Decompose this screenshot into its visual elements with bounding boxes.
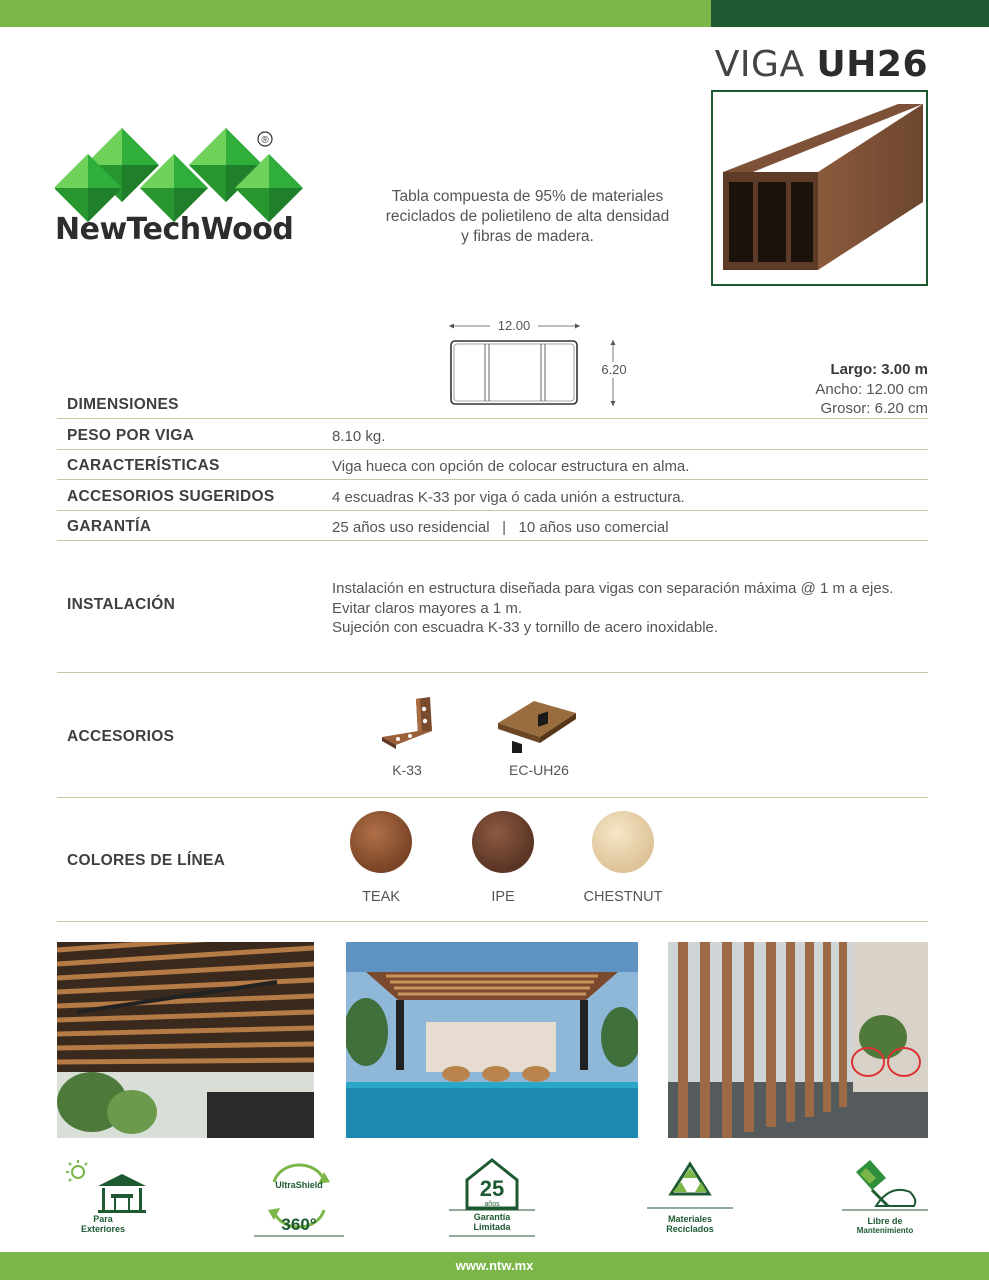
- warranty-label: GARANTÍA: [67, 518, 152, 535]
- height-dimension-label: 6.20: [601, 362, 627, 377]
- divider: [57, 479, 928, 480]
- badge-warranty: [437, 1158, 547, 1238]
- swatch-ipe: [472, 811, 534, 873]
- photo-ceiling-slats: [57, 942, 314, 1138]
- swatch-label-ipe: IPE: [491, 889, 515, 905]
- width-dimension-label: 12.00: [497, 318, 531, 333]
- sun-icon: [66, 1160, 87, 1181]
- top-bar-light: [0, 0, 711, 27]
- badge-recycled: Materiales Reciclados: [635, 1158, 745, 1238]
- divider: [57, 449, 928, 450]
- badge-maintenance-free: Libre de Mantenimiento: [830, 1158, 940, 1238]
- svg-text:25: 25: [479, 1176, 505, 1201]
- accessory-ec-uh26: EC-UH26: [494, 695, 584, 778]
- swatch-label-teak: TEAK: [362, 889, 400, 905]
- accessory-k33: K-33: [372, 695, 442, 778]
- end-cap-icon: [494, 695, 584, 753]
- pergola-icon: [98, 1174, 146, 1213]
- features-label: CARACTERÍSTICAS: [67, 457, 220, 474]
- hand-icon: [876, 1190, 915, 1206]
- footer-url[interactable]: www.ntw.mx: [455, 1258, 534, 1273]
- divider: [57, 921, 928, 922]
- divider: [57, 540, 928, 541]
- product-image: [711, 90, 928, 286]
- badge-ultrashield: [244, 1158, 354, 1238]
- swatch-chestnut: [592, 811, 654, 873]
- badge-outdoor: Para Exteriores: [48, 1158, 158, 1238]
- divider: [57, 418, 928, 419]
- page-title: VIGA UH26: [714, 44, 928, 85]
- swatch-teak: [350, 811, 412, 873]
- svg-text:UltraShield: UltraShield: [275, 1180, 323, 1190]
- dimensions-values: Largo: 3.00 m Ancho: 12.00 cm Grosor: 6.20 cm: [815, 361, 928, 417]
- dimensions-label: DIMENSIONES: [67, 396, 179, 413]
- installation-text: Instalación en estructura diseñada para vigas con separación máxima @ 1 m a ejes. Evitar claros mayores a 1 m. Sujeción con escuadra K-33 y tornillo de acero inoxidable.: [332, 580, 894, 636]
- installation-label: INSTALACIÓN: [67, 596, 176, 613]
- weight-value: 8.10 kg.: [332, 428, 386, 445]
- svg-text:360°: 360°: [281, 1215, 317, 1234]
- photo-pool-pergola: [346, 942, 638, 1138]
- svg-text:®: ®: [261, 135, 269, 146]
- brush-icon: [856, 1160, 888, 1206]
- suggested-accessories-label: ACCESORIOS SUGERIDOS: [67, 488, 275, 505]
- cross-section-diagram: [440, 312, 640, 412]
- svg-text:Garantía: Garantía: [473, 1212, 511, 1222]
- warranty-value: 25 años uso residencial | 10 años uso comercial: [332, 519, 669, 536]
- accessories-label: ACCESORIOS: [67, 728, 175, 745]
- swatch-label-chestnut: CHESTNUT: [583, 889, 663, 905]
- weight-label: PESO POR VIGA: [67, 427, 195, 444]
- features-value: Viga hueca con opción de colocar estructura en alma.: [332, 458, 690, 475]
- brand-name: NewTechWood: [55, 212, 294, 247]
- bracket-icon: [372, 695, 442, 753]
- divider: [57, 672, 928, 673]
- divider: [57, 797, 928, 798]
- colors-label: COLORES DE LÍNEA: [67, 852, 226, 869]
- svg-text:Limitada: Limitada: [473, 1222, 511, 1232]
- suggested-accessories-value: 4 escuadras K-33 por viga ó cada unión a estructura.: [332, 489, 685, 506]
- top-bar-dark: [711, 0, 989, 27]
- svg-text:años: años: [484, 1201, 500, 1208]
- photo-vertical-slats: [668, 942, 928, 1138]
- divider: [57, 510, 928, 511]
- product-description: Tabla compuesta de 95% de materiales reciclados de polietileno de alta densidad y fibras de madera.: [385, 188, 670, 245]
